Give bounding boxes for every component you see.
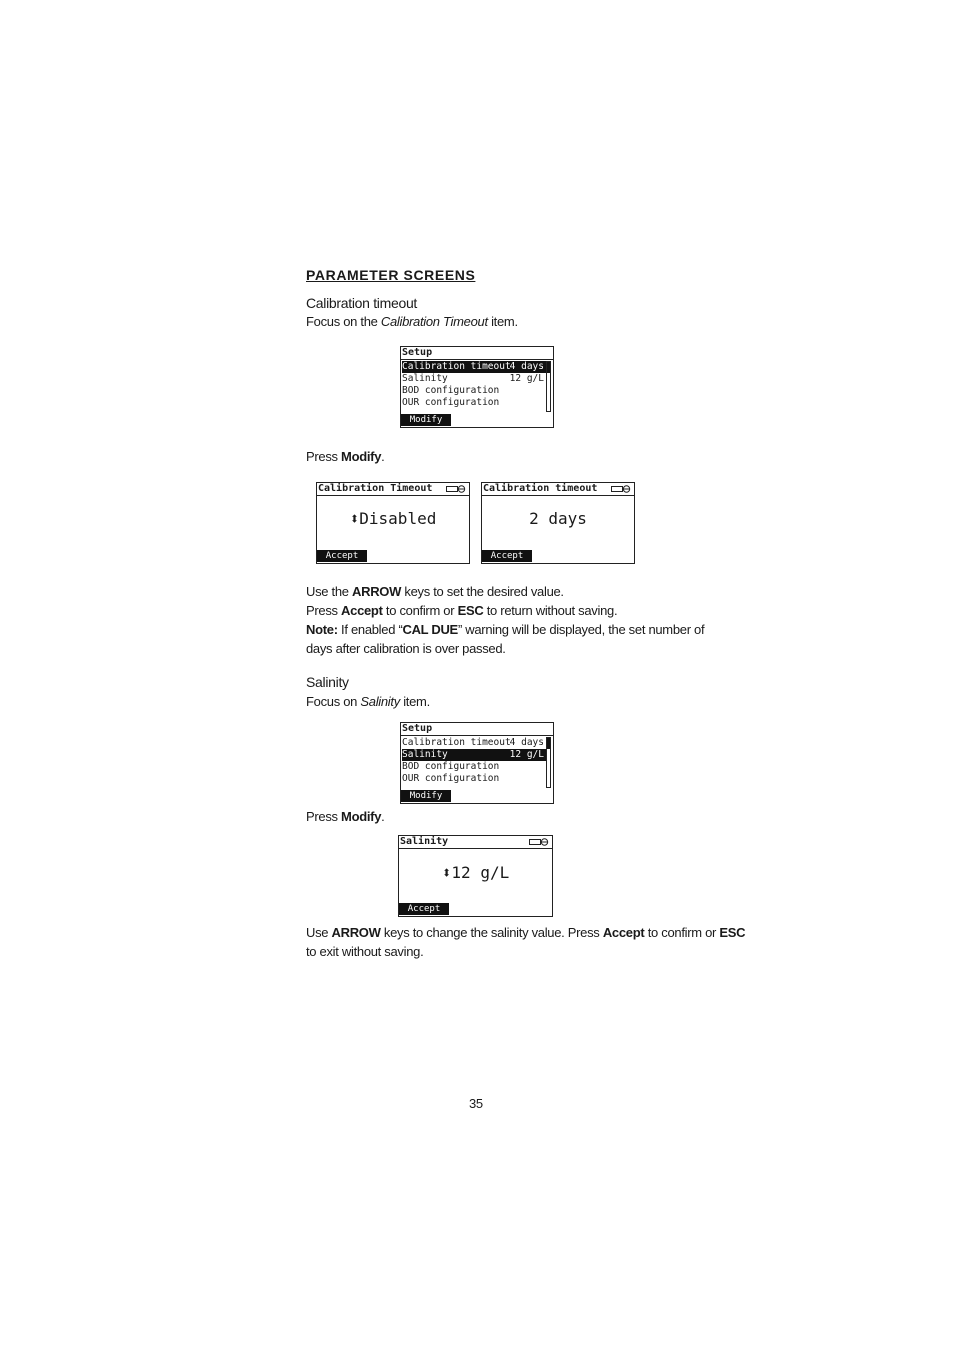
- lcd-title: Salinity: [400, 836, 449, 847]
- press-modify-text-2: Press Modify.: [306, 809, 385, 824]
- lcd-cal-timeout-disabled: [316, 482, 470, 564]
- modify-softkey[interactable]: Modify: [401, 414, 451, 426]
- lcd-setup-screen-1: [400, 346, 554, 428]
- salinity-focus-text: Focus on Salinity item.: [306, 694, 430, 709]
- lcd-title: Setup: [402, 347, 433, 358]
- scrollbar[interactable]: [546, 361, 551, 412]
- probe-icon: [529, 838, 549, 846]
- press-modify-text-1: Press Modify.: [306, 449, 385, 464]
- lcd-cal-timeout-days: [481, 482, 635, 564]
- menu-item-calibration-timeout[interactable]: Calibration timeout 4 days: [402, 737, 544, 748]
- salinity-instruction-line-1: Use ARROW keys to change the salinity value. Press Accept to confirm or ESC: [306, 925, 746, 940]
- cal-subheading: Calibration timeout: [306, 295, 418, 311]
- menu-item-salinity[interactable]: Salinity 12 g/L: [402, 373, 544, 384]
- section-heading: PARAMETER SCREENS: [306, 267, 476, 283]
- probe-icon: [446, 485, 466, 493]
- cal-timeout-value: ⬍Disabled: [349, 509, 437, 528]
- menu-item-calibration-timeout[interactable]: Calibration timeout 4 days: [402, 361, 544, 372]
- arrow-instruction: Use the ARROW keys to set the desired value.: [306, 584, 564, 599]
- modify-softkey[interactable]: Modify: [401, 790, 451, 802]
- lcd-salinity: [398, 835, 553, 917]
- lcd-title: Calibration Timeout: [318, 483, 433, 494]
- menu-item-bod-configuration[interactable]: BOD configuration: [402, 385, 500, 396]
- probe-icon: [611, 485, 631, 493]
- note-line-1: Note: If enabled “CAL DUE” warning will be displayed, the set number of: [306, 622, 705, 637]
- salinity-value: ⬍12 g/L: [441, 863, 510, 882]
- cal-timeout-days-value: 2 days: [529, 509, 587, 528]
- scrollbar[interactable]: [546, 737, 551, 788]
- salinity-instruction-line-2: to exit without saving.: [306, 944, 424, 959]
- menu-item-bod-configuration[interactable]: BOD configuration: [402, 761, 500, 772]
- menu-item-our-configuration[interactable]: OUR configuration: [402, 773, 500, 784]
- accept-instruction: Press Accept to confirm or ESC to return without saving.: [306, 603, 618, 618]
- lcd-setup-screen-2: [400, 722, 554, 804]
- salinity-subheading: Salinity: [306, 674, 349, 690]
- menu-item-salinity[interactable]: Salinity 12 g/L: [402, 749, 544, 760]
- accept-softkey[interactable]: Accept: [399, 903, 449, 915]
- accept-softkey[interactable]: Accept: [482, 550, 532, 562]
- lcd-title: Calibration timeout: [483, 483, 598, 494]
- page-number: 35: [469, 1096, 483, 1111]
- lcd-title: Setup: [402, 723, 433, 734]
- cal-focus-text: Focus on the Calibration Timeout item.: [306, 314, 518, 329]
- menu-item-our-configuration[interactable]: OUR configuration: [402, 397, 500, 408]
- note-line-2: days after calibration is over passed.: [306, 641, 506, 656]
- accept-softkey[interactable]: Accept: [317, 550, 367, 562]
